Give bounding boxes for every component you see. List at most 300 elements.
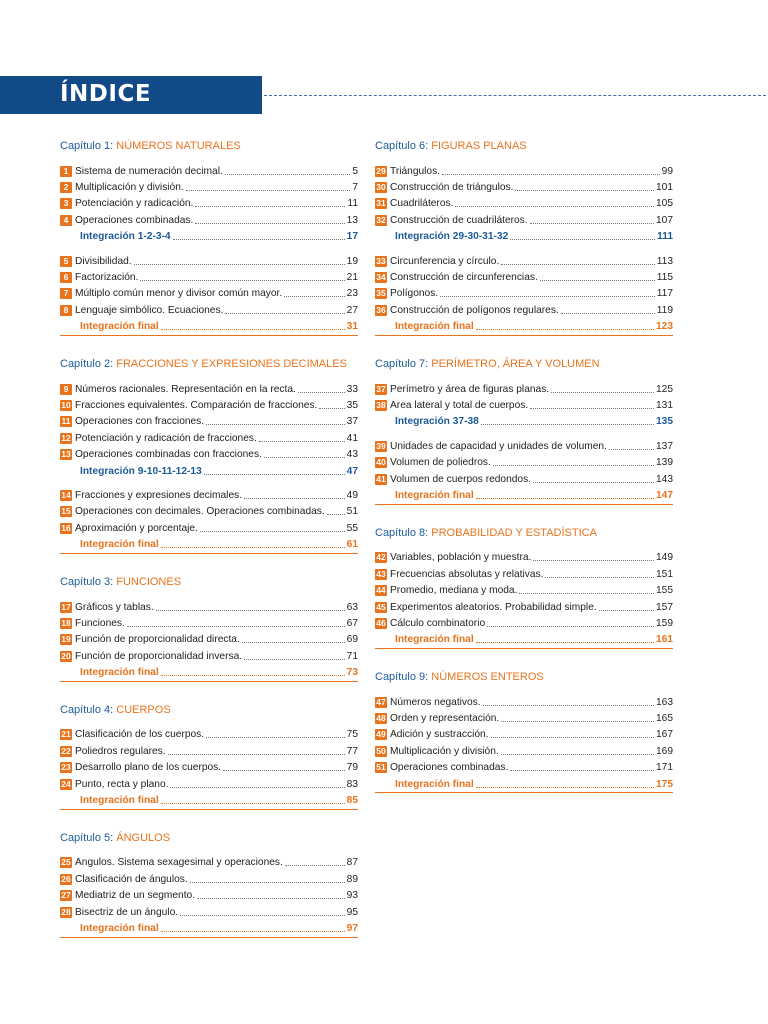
page-number: 111	[657, 231, 673, 243]
page-number: 123	[656, 321, 673, 333]
topic-number-badge: 49	[376, 729, 386, 740]
topic-number-badge: 5	[60, 256, 72, 267]
entry-label: Cálculo combinatorio	[390, 617, 486, 629]
topic-group	[60, 381, 358, 479]
page-number: 63	[346, 601, 358, 613]
chapter-number: Capítulo 3:	[60, 575, 117, 588]
index-entry[interactable]	[375, 163, 673, 179]
entry-label: Cuadriláteros.	[390, 198, 454, 210]
topic-number-badge: 21	[61, 729, 71, 740]
page-number: 167	[656, 729, 673, 741]
topic-number-badge: 33	[376, 255, 386, 266]
topic-group	[60, 163, 358, 245]
index-entry[interactable]	[375, 743, 673, 759]
index-entry[interactable]	[375, 710, 673, 726]
topic-number-badge: 18	[61, 617, 71, 628]
topic-group	[375, 550, 673, 649]
entry-label: Gráficos y tablas.	[75, 601, 154, 613]
final-integration-entry[interactable]	[60, 792, 358, 809]
topic-number-badge: 11	[61, 416, 71, 427]
page-number: 151	[656, 568, 673, 580]
index-entry[interactable]	[60, 253, 358, 269]
final-integration-entry[interactable]	[60, 664, 358, 681]
index-entry[interactable]	[60, 302, 358, 318]
dot-leader	[530, 408, 654, 409]
page-number: 101	[656, 182, 673, 194]
topic-group	[60, 599, 358, 682]
page-number: 99	[661, 165, 673, 177]
topic-number-badge: 17	[61, 601, 71, 612]
entry-label: Integración 37-38	[395, 416, 479, 428]
chapter-title	[375, 526, 673, 540]
entry-label: Orden y representación.	[390, 713, 500, 725]
entry-label: Variables, población y muestra.	[390, 552, 532, 564]
page-number: 89	[346, 873, 358, 885]
topic-number-badge: 16	[61, 522, 71, 533]
topic-number-badge: 37	[376, 383, 386, 394]
topic-number-badge: 2	[60, 182, 72, 193]
index-entry[interactable]	[60, 397, 358, 413]
entry-label: Punto, recta y plano.	[75, 778, 169, 790]
index-entry[interactable]	[375, 550, 673, 566]
chapter-section	[60, 831, 358, 938]
chapter-title	[375, 139, 673, 153]
chapter-title	[60, 575, 358, 589]
index-entry[interactable]	[60, 196, 358, 212]
chapter-title	[60, 139, 358, 153]
entry-label: Fracciones equivalentes. Comparación de fracciones.	[75, 399, 318, 411]
page-number: 43	[346, 449, 358, 461]
chapter-title	[60, 831, 358, 845]
entry-label: Bisectriz de un ángulo.	[75, 906, 179, 918]
index-entry[interactable]	[60, 179, 358, 195]
entry-label: Integración final	[395, 489, 474, 501]
entry-label: Lenguaje simbólico. Ecuaciones.	[75, 304, 224, 316]
dot-leader	[501, 721, 654, 722]
topic-number-badge: 47	[376, 696, 386, 707]
entry-label: Potenciación y radicación de fracciones.	[75, 432, 257, 444]
chapter-title	[375, 357, 673, 371]
chapter-number: Capítulo 1:	[60, 140, 117, 152]
index-entry[interactable]	[60, 871, 358, 887]
dot-leader	[491, 737, 654, 738]
entry-label: Polígonos.	[390, 288, 439, 300]
dot-leader	[455, 206, 654, 207]
chapter-number: Capítulo 2:	[60, 357, 117, 370]
index-column-right	[375, 139, 673, 814]
chapter-section	[375, 139, 673, 336]
dot-leader	[259, 441, 345, 442]
dot-leader	[161, 931, 345, 932]
topic-number-badge: 26	[61, 873, 71, 884]
page-number: 23	[346, 288, 358, 300]
dot-leader	[206, 424, 345, 425]
index-entry[interactable]	[375, 196, 673, 212]
index-entry[interactable]	[60, 888, 358, 904]
entry-label: Integración 29-30-31-32	[395, 231, 509, 243]
topic-number-badge: 13	[61, 449, 71, 460]
index-entry[interactable]	[375, 760, 673, 776]
final-integration-entry[interactable]	[375, 487, 673, 504]
chapter-topic: NÚMEROS ENTEROS	[431, 670, 544, 683]
page-number: 77	[346, 745, 358, 757]
index-entry[interactable]	[375, 615, 673, 631]
page-number: 71	[346, 650, 358, 662]
integration-entry[interactable]	[60, 463, 358, 479]
page-number: 35	[346, 399, 358, 411]
page-number: 163	[656, 696, 673, 708]
topic-number-badge: 12	[61, 432, 71, 443]
integration-entry[interactable]	[60, 229, 358, 245]
page-number: 113	[656, 255, 673, 267]
page-number: 7	[352, 182, 358, 194]
topic-number-badge: 30	[376, 182, 386, 193]
dot-leader	[180, 915, 345, 916]
entry-label: Integración 1-2-3-4	[80, 231, 171, 243]
dot-leader	[190, 882, 345, 883]
dot-leader	[223, 770, 345, 771]
entry-label: Operaciones combinadas con fracciones.	[75, 449, 262, 461]
final-integration-entry[interactable]	[60, 536, 358, 553]
index-entry[interactable]	[60, 599, 358, 615]
dot-leader	[140, 280, 344, 281]
page-number: 13	[346, 214, 358, 226]
page-number: 171	[656, 762, 673, 774]
topic-number-badge: 32	[376, 214, 386, 225]
page-number: 165	[656, 713, 673, 725]
page-number: 169	[656, 745, 673, 757]
entry-label: Factorización.	[75, 272, 139, 284]
index-entry[interactable]	[375, 269, 673, 285]
entry-label: Triángulos.	[390, 165, 441, 177]
chapter-section	[60, 575, 358, 682]
entry-label: Construcción de triángulos.	[390, 182, 514, 194]
dot-leader	[168, 754, 345, 755]
dot-leader	[186, 190, 351, 191]
index-entry[interactable]	[60, 904, 358, 920]
index-entry[interactable]	[375, 286, 673, 302]
topic-number-badge: 1	[60, 166, 72, 177]
entry-label: Multiplicación y división.	[75, 182, 184, 194]
index-entry[interactable]	[375, 302, 673, 318]
topic-number-badge: 39	[376, 440, 386, 451]
index-entry[interactable]	[375, 727, 673, 743]
topic-number-badge: 36	[376, 304, 386, 315]
page-number: 51	[346, 506, 358, 518]
entry-label: Adición y sustracción.	[390, 729, 489, 741]
dot-leader	[501, 264, 654, 265]
topic-number-badge: 6	[60, 272, 72, 283]
index-entry[interactable]	[375, 582, 673, 598]
entry-label: Integración final	[395, 634, 474, 646]
page-number: 21	[346, 272, 358, 284]
chapter-number: Capítulo 8:	[375, 526, 432, 539]
dot-leader	[540, 280, 655, 281]
entry-label: Múltiplo común menor y divisor común mayor.	[75, 288, 283, 300]
topic-number-badge: 14	[61, 489, 71, 500]
topic-group	[375, 381, 673, 430]
entry-label: Frecuencias absolutas y relativas.	[390, 568, 544, 580]
index-entry[interactable]	[60, 269, 358, 285]
topic-number-badge: 43	[376, 568, 386, 579]
entry-label: Volumen de poliedros.	[390, 457, 491, 469]
dot-leader	[609, 449, 654, 450]
entry-label: Sistema de numeración decimal.	[75, 165, 223, 177]
dot-leader	[319, 408, 344, 409]
index-entry[interactable]	[60, 727, 358, 743]
final-integration-entry[interactable]	[375, 776, 673, 793]
dot-leader	[134, 264, 345, 265]
page-number: 79	[346, 762, 358, 774]
page-number: 159	[656, 617, 673, 629]
entry-label: Perímetro y área de figuras planas.	[390, 383, 550, 395]
final-integration-entry[interactable]	[375, 632, 673, 649]
dot-leader	[483, 705, 654, 706]
index-entry[interactable]	[60, 430, 358, 446]
entry-label: Clasificación de ángulos.	[75, 873, 188, 885]
dot-leader	[327, 514, 345, 515]
chapter-title	[60, 703, 358, 717]
topic-number-badge: 22	[61, 745, 71, 756]
index-entry[interactable]	[375, 566, 673, 582]
entry-label: Función de proporcionalidad directa.	[75, 634, 240, 646]
topic-number-badge: 34	[376, 272, 386, 283]
topic-number-badge: 41	[376, 473, 386, 484]
topic-group	[60, 727, 358, 810]
topic-number-badge: 20	[61, 650, 71, 661]
index-entry[interactable]	[375, 438, 673, 454]
topic-group	[375, 253, 673, 336]
entry-label: Integración final	[395, 321, 474, 333]
entry-label: Ángulos. Sistema sexagesimal y operaciones.	[75, 857, 283, 869]
page-number: 149	[656, 552, 673, 564]
topic-number-badge: 23	[61, 762, 71, 773]
index-entry[interactable]	[60, 381, 358, 397]
dot-leader	[533, 482, 654, 483]
chapter-topic: FIGURAS PLANAS	[431, 140, 527, 152]
integration-entry[interactable]	[375, 229, 673, 245]
final-integration-entry[interactable]	[60, 920, 358, 937]
page-number: 137	[656, 440, 673, 452]
page-number: 33	[346, 383, 358, 395]
page-number: 31	[346, 321, 358, 333]
topic-number-badge: 25	[61, 857, 71, 868]
index-entry[interactable]	[60, 414, 358, 430]
final-integration-entry[interactable]	[375, 319, 673, 336]
dot-leader	[127, 626, 345, 627]
index-entry[interactable]	[60, 504, 358, 520]
index-column-left	[60, 139, 358, 959]
chapter-number: Capítulo 5:	[60, 831, 117, 844]
index-entry[interactable]	[60, 286, 358, 302]
topic-number-badge: 27	[61, 890, 71, 901]
chapter-number: Capítulo 9:	[375, 670, 432, 683]
index-entry[interactable]	[375, 253, 673, 269]
page-number: 157	[656, 601, 673, 613]
entry-label: Integración final	[80, 539, 159, 551]
entry-label: Circunferencia y círculo.	[390, 255, 500, 267]
entry-label: Construcción de cuadriláteros.	[390, 214, 528, 226]
dot-leader	[476, 787, 654, 788]
page-number: 87	[346, 857, 358, 869]
page-number: 155	[656, 585, 673, 597]
chapter-title	[60, 357, 358, 371]
page-number: 85	[346, 795, 358, 807]
dot-leader	[200, 531, 345, 532]
page-number: 135	[656, 416, 673, 428]
entry-label: Promedio, mediana y moda.	[390, 585, 518, 597]
dot-leader	[204, 474, 345, 475]
page-number: 73	[346, 667, 358, 679]
topic-number-badge: 44	[376, 585, 386, 596]
dot-leader	[197, 898, 345, 899]
chapter-number: Capítulo 7:	[375, 357, 432, 370]
dot-leader	[510, 239, 655, 240]
dot-leader	[533, 560, 654, 561]
index-entry[interactable]	[60, 520, 358, 536]
dot-leader	[599, 610, 654, 611]
index-entry[interactable]	[60, 212, 358, 228]
dot-leader	[161, 675, 345, 676]
topic-group	[60, 487, 358, 554]
entry-label: Multiplicación y división.	[390, 745, 499, 757]
entry-label: Fracciones y expresiones decimales.	[75, 489, 243, 501]
topic-group	[375, 163, 673, 245]
topic-number-badge: 42	[376, 552, 386, 563]
page-number: 139	[656, 457, 673, 469]
page-number: 117	[656, 288, 673, 300]
chapter-topic: PERÍMETRO, ÁREA Y VOLUMEN	[431, 357, 600, 370]
page-number: 41	[346, 432, 358, 444]
index-entry[interactable]	[60, 648, 358, 664]
topic-number-badge: 4	[60, 215, 72, 226]
dot-leader	[530, 223, 654, 224]
topic-number-badge: 29	[376, 165, 386, 176]
chapter-topic: PROBABILIDAD Y ESTADÍSTICA	[431, 526, 597, 539]
dot-leader	[440, 296, 655, 297]
index-entry[interactable]	[60, 776, 358, 792]
dot-leader	[487, 626, 654, 627]
topic-number-badge: 28	[61, 906, 71, 917]
dot-leader	[476, 329, 654, 330]
index-entry[interactable]	[60, 743, 358, 759]
dot-leader	[156, 610, 345, 611]
index-entry[interactable]	[60, 855, 358, 871]
entry-label: Operaciones combinadas.	[75, 214, 194, 226]
dot-leader	[476, 498, 654, 499]
index-entry[interactable]	[60, 760, 358, 776]
page-number: 97	[346, 922, 358, 934]
index-entry[interactable]	[375, 599, 673, 615]
page-number: 93	[346, 890, 358, 902]
page-title: ÍNDICE	[60, 81, 152, 107]
page-number: 75	[346, 729, 358, 741]
index-entry[interactable]	[375, 694, 673, 710]
topic-group	[375, 438, 673, 505]
dot-leader	[244, 498, 345, 499]
integration-entry[interactable]	[375, 414, 673, 430]
entry-label: Aproximación y porcentaje.	[75, 522, 198, 534]
entry-label: Desarrollo plano de los cuerpos.	[75, 762, 222, 774]
index-entry[interactable]	[375, 454, 673, 470]
header-dashed-line	[264, 95, 766, 96]
page-number: 61	[346, 539, 358, 551]
page-number: 47	[346, 465, 358, 477]
entry-label: Integración final	[80, 922, 159, 934]
topic-number-badge: 10	[61, 399, 71, 410]
index-entry[interactable]	[375, 397, 673, 413]
topic-number-badge: 46	[376, 617, 386, 628]
chapter-section	[60, 703, 358, 810]
topic-number-badge: 38	[376, 399, 386, 410]
entry-label: Integración final	[395, 778, 474, 790]
dot-leader	[161, 547, 345, 548]
page-number: 19	[346, 255, 358, 267]
index-entry[interactable]	[60, 487, 358, 503]
entry-label: Operaciones con decimales. Operaciones combinadas.	[75, 506, 325, 518]
page-number: 67	[346, 617, 358, 629]
page-number: 147	[656, 489, 673, 501]
index-entry[interactable]	[60, 632, 358, 648]
dot-leader	[284, 296, 344, 297]
topic-number-badge: 40	[376, 457, 386, 468]
entry-label: Unidades de capacidad y unidades de volumen.	[390, 440, 607, 452]
chapter-section	[60, 139, 358, 336]
topic-number-badge: 15	[61, 506, 71, 517]
page-number: 107	[656, 214, 673, 226]
index-entry[interactable]	[60, 163, 358, 179]
index-entry[interactable]	[60, 446, 358, 462]
dot-leader	[545, 577, 654, 578]
chapter-section	[375, 357, 673, 505]
entry-label: Construcción de circunferencias.	[390, 272, 538, 284]
entry-label: Integración final	[80, 321, 159, 333]
chapter-topic: CUERPOS	[116, 703, 171, 716]
index-entry[interactable]	[375, 471, 673, 487]
topic-number-badge: 8	[60, 305, 72, 316]
page-number: 115	[656, 272, 673, 284]
entry-label: Operaciones combinadas.	[390, 762, 509, 774]
dot-leader	[225, 313, 344, 314]
entry-label: Integración final	[80, 667, 159, 679]
page-number: 83	[346, 778, 358, 790]
dot-leader	[442, 174, 660, 175]
entry-label: Mediatriz de un segmento.	[75, 890, 196, 902]
dot-leader	[264, 457, 345, 458]
page-number: 143	[656, 473, 673, 485]
dot-leader	[285, 865, 345, 866]
dot-leader	[561, 313, 655, 314]
entry-label: Potenciación y radicación.	[75, 198, 194, 210]
index-entry[interactable]	[60, 615, 358, 631]
topic-group	[375, 694, 673, 793]
dot-leader	[161, 329, 345, 330]
dot-leader	[170, 787, 344, 788]
page-number: 131	[656, 399, 673, 411]
dot-leader	[515, 190, 654, 191]
index-entry[interactable]	[375, 179, 673, 195]
dot-leader	[519, 593, 654, 594]
page-number: 119	[656, 304, 673, 316]
index-entry[interactable]	[375, 212, 673, 228]
chapter-section	[375, 670, 673, 793]
index-entry[interactable]	[375, 381, 673, 397]
chapter-topic: ÁNGULOS	[116, 831, 171, 844]
page-number: 5	[352, 165, 358, 177]
page-number: 11	[347, 198, 358, 210]
page-number: 55	[346, 522, 358, 534]
final-integration-entry[interactable]	[60, 319, 358, 336]
